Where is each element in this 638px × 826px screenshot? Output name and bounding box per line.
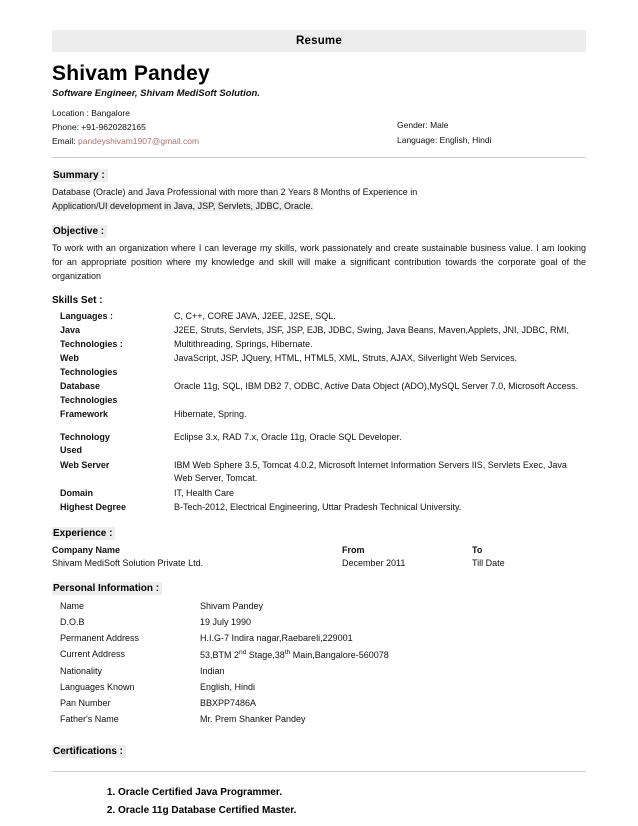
- skills-key: Web Server: [60, 459, 110, 470]
- objective-text: To work with an organization where I can leverage my skills, work passionately and create sustainable business value. I am looking for an appropriate position where my knowledge and skill will make a significant contribution towards the corporate goal of the organization: [52, 242, 586, 281]
- skills-key-line1: Java: [60, 325, 81, 336]
- skills-value: Oracle 11g, SQL, IBM DB2 7, ODBC, Active Data Object (ADO),MySQL Server 7.0, Microsoft Access.: [174, 381, 579, 392]
- skills-key-line1: Web: [60, 353, 79, 364]
- table-row: [52, 310, 586, 325]
- candidate-subtitle: Software Engineer, Shivam MediSoft Solution.: [52, 88, 260, 99]
- personal-key: Name: [60, 601, 85, 612]
- skills-value: IBM Web Sphere 3.5, Tomcat 4.0.2, Microsoft Internet Information Servers IIS, Servlets Exec, Java Web Server, Tomcat.: [174, 459, 567, 484]
- spacer-row: [52, 423, 586, 431]
- contact-right: [397, 118, 492, 148]
- personal-value: Indian: [200, 665, 225, 676]
- table-row: [52, 696, 586, 712]
- personal-key: Permanent Address: [60, 633, 140, 644]
- skills-value: Eclipse 3.x, RAD 7.x, Oracle 11g, Oracle SQL Developer.: [174, 431, 402, 442]
- header-divider: [52, 157, 586, 158]
- contact-block: [52, 106, 586, 148]
- experience-col-from: From: [342, 544, 365, 555]
- phone-line: Phone: +91-9620282165: [52, 122, 146, 133]
- table-row: [52, 501, 586, 516]
- personal-information-heading: Personal Information :: [52, 582, 162, 595]
- language-line: Language: English, Hindi: [397, 134, 492, 145]
- experience-col-company: Company Name: [52, 544, 121, 555]
- table-row: [52, 487, 586, 502]
- table-row: [52, 680, 586, 696]
- personal-value: [200, 647, 586, 664]
- skills-key: [52, 380, 168, 408]
- table-row: [52, 431, 586, 459]
- email-label: Email:: [52, 136, 76, 147]
- skills-key-line2: Technologies: [60, 366, 118, 377]
- skills-key-line2: Used: [60, 445, 83, 456]
- personal-value: 19 July 1990: [200, 617, 252, 628]
- summary-text: [52, 186, 586, 214]
- address-ordinal-2: th: [284, 649, 291, 657]
- email-line: [52, 134, 586, 148]
- skills-key-line1: Database: [60, 381, 101, 392]
- table-row: [52, 647, 586, 664]
- table-row: [52, 664, 586, 680]
- certifications-list: [52, 786, 586, 818]
- experience-to: Till Date: [472, 557, 505, 568]
- skills-key: Highest Degree: [60, 502, 127, 513]
- summary-heading: Summary :: [52, 169, 108, 182]
- skills-value: JavaScript, JSP, JQuery, HTML, HTML5, XML, Struts, AJAX, Silverlight Web Services.: [174, 353, 518, 364]
- table-row: [52, 352, 586, 380]
- skills-key: [52, 431, 168, 459]
- personal-key: Languages Known: [60, 681, 135, 692]
- table-row: [52, 631, 586, 647]
- table-row: [52, 459, 586, 487]
- personal-value: BBXPP7486A: [200, 697, 257, 708]
- table-row: [52, 712, 586, 728]
- candidate-name: Shivam Pandey: [52, 62, 210, 85]
- experience-heading: Experience :: [52, 527, 115, 540]
- personal-key: Current Address: [60, 649, 126, 660]
- skills-value: J2EE, Struts, Servlets, JSF, JSP, EJB, JDBC, Swing, Java Beans, Maven,Applets, JNI, JDBC, RMI, Multithreading, Springs, Hibernate.: [174, 325, 569, 349]
- personal-value: English, Hindi: [200, 681, 256, 692]
- experience-company: Shivam MediSoft Solution Private Ltd.: [52, 557, 204, 568]
- personal-key: Nationality: [60, 665, 103, 676]
- email-link[interactable]: pandeyshivam1907@gmail.com: [78, 136, 200, 147]
- personal-value: Mr. Prem Shanker Pandey: [200, 713, 306, 724]
- skills-heading: Skills Set :: [52, 294, 103, 306]
- certifications-divider: [52, 771, 586, 772]
- personal-value: Shivam Pandey: [200, 601, 264, 612]
- gender-line: Gender: Male: [397, 120, 449, 130]
- skills-key: Domain: [60, 487, 94, 498]
- personal-information-table: [52, 599, 586, 728]
- skills-key-line1: Technology: [60, 431, 110, 442]
- address-part-1: 53,BTM 2: [200, 650, 240, 661]
- summary-line-2: Application/UI development in Java, JSP, Servlets, JDBC, Oracle.: [52, 200, 313, 211]
- skills-key: [52, 352, 168, 380]
- document-title-bar: Resume: [52, 30, 586, 52]
- skills-key: Framework: [60, 409, 109, 420]
- table-row: [52, 380, 586, 408]
- table-row: [52, 324, 586, 352]
- personal-value: H.I.G-7 Indira nagar,Raebareli,229001: [200, 633, 353, 644]
- personal-key: Father's Name: [60, 713, 119, 724]
- address-part-2: Stage,38: [246, 650, 285, 661]
- skills-key: Languages :: [60, 310, 114, 321]
- skills-value: C, C++, CORE JAVA, J2EE, J2SE, SQL.: [174, 310, 336, 321]
- address-ordinal-1: nd: [239, 649, 247, 657]
- list-item: 2. Oracle 11g Database Certified Master.: [118, 804, 586, 818]
- skills-key: [52, 324, 168, 352]
- table-row: [52, 556, 586, 572]
- summary-line-1: Database (Oracle) and Java Professional with more than 2 Years 8 Months of Experience in: [52, 187, 418, 198]
- experience-table: [52, 544, 586, 572]
- skills-value: B-Tech-2012, Electrical Engineering, Uttar Pradesh Technical University.: [174, 502, 462, 513]
- table-row: [52, 599, 586, 615]
- experience-col-to: To: [472, 544, 483, 555]
- skills-value: Hibernate, Spring.: [174, 409, 247, 420]
- table-row: [52, 408, 586, 423]
- table-row: [52, 615, 586, 631]
- skills-table: [52, 310, 586, 516]
- personal-key: Pan Number: [60, 697, 111, 708]
- objective-heading: Objective :: [52, 225, 107, 238]
- list-item: 1. Oracle Certified Java Programmer.: [118, 786, 586, 800]
- location-line: Location : Bangalore: [52, 108, 130, 118]
- skills-key-line2: Technologies :: [60, 338, 123, 349]
- contact-left: [52, 106, 586, 148]
- certifications-heading: Certifications :: [52, 745, 126, 758]
- skills-value: IT, Health Care: [174, 487, 235, 498]
- table-header-row: [52, 544, 586, 556]
- skills-key-line2: Technologies: [60, 394, 118, 405]
- address-part-3: Main,Bangalore-560078: [290, 650, 389, 661]
- experience-from: December 2011: [342, 557, 406, 568]
- personal-key: D.O.B: [60, 617, 85, 628]
